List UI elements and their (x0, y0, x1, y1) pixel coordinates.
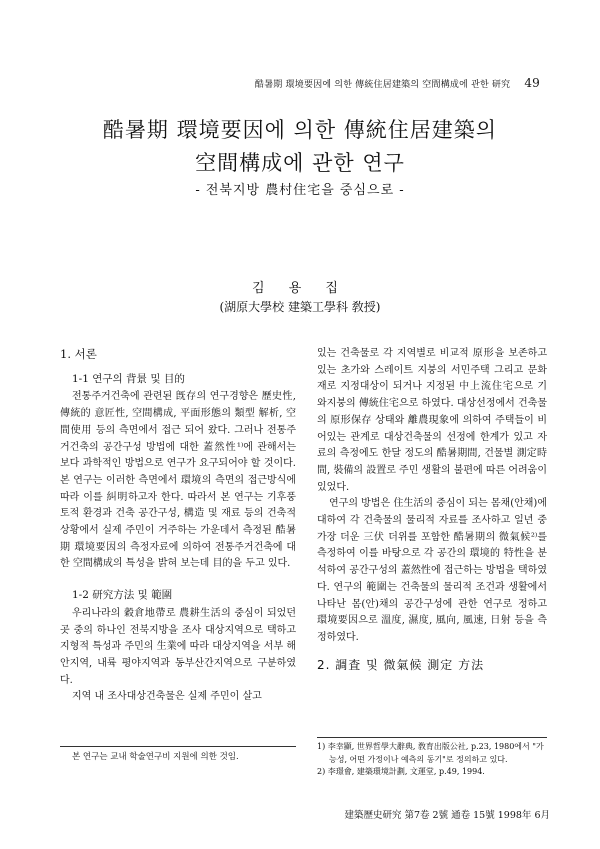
right-column (317, 346, 547, 673)
funding-note: 본 연구는 교내 학술연구비 지원에 의한 것임. (72, 752, 239, 762)
paper-title-line-2: 空間構成에 관한 연구 (195, 151, 405, 175)
footnotes (317, 741, 549, 779)
paragraph: 전통주거건축에 관련된 旣存의 연구경향은 歷史性, 傳統的 意匠性, 空間構成, 平面形態의 類型 解析, 空間使用 등의 측면에서 접근 되어 왔다. 그러나 전통주거건축의 공간구성 방법에 대한 蓋然性¹⁾에 관해서는 보다 과학적인 방법으로 연구가 요구되어야 할 것이다. 본 연구는 이러한 측면에서 環境의 측면의 접근방식에 따라 이를 糾明하고자 한다. 따라서 본 연구는 기후풍토적 환경과 건축 공간구성, 構造 및 재료 등의 건축적 상황에서 실제 주민이 거주하는 가운데서 측정된 酷暑期 環境要因의 측정자료에 의하여 전통주거건축에 대한 空間構成의 특성을 밝혀 보는데 目的을 두고 있다. (60, 391, 296, 570)
author-name: 김 용 집 (252, 281, 348, 296)
running-head-title: 酷暑期 環境要因에 의한 傳統住居建築의 空間構成에 관한 研究 (254, 80, 511, 90)
author-affiliation: (湖原大學校 建築工學科 敎授) (219, 300, 381, 314)
paragraph: 연구의 방법은 住生活의 중심이 되는 몸채(안채)에 대하여 각 건축물의 물리적 자료를 조사하고 일년 중 가장 더운 三伏 더위를 포함한 酷暑期의 微氣候²⁾를 측정하여 이를 바탕으로 각 공간의 環境的 特性을 분석하여 공간구성의 蓋然性에 접근하는 방법을 택하였다. 연구의 範圍는 건축물의 물리적 조건과 생활에서 나타난 몸(안)채의 공간구성에 관한 연구로 정하고 環境要因으로 溫度, 濕度, 風向, 風速, 日射 등을 측정하였다. (317, 498, 547, 643)
left-column (60, 346, 296, 706)
subsection-heading-method: 1-2 研究方法 및 範圍 (72, 589, 173, 602)
footnote-rule (60, 746, 296, 747)
section-heading-introduction: 1. 서론 (60, 347, 97, 361)
paper-title-line-1: 酷暑期 環境要因에 의한 傳統住居建築의 (102, 118, 498, 142)
footnote-rule (317, 737, 547, 738)
running-head (255, 76, 540, 90)
section-heading-survey-method: 2. 調査 및 微氣候 測定 方法 (317, 657, 485, 672)
journal-footer: 建築歷史研究 第7卷 2號 通卷 15號 1998年 6月 (344, 810, 550, 821)
paragraph: 지역 내 조사대상건축물은 실제 주민이 살고 (72, 691, 262, 703)
paper-subtitle: - 전북지방 農村住宅을 중심으로 - (195, 183, 405, 198)
page-number: 49 (524, 76, 540, 90)
subsection-heading-background: 1-1 연구의 背景 및 目的 (72, 372, 185, 385)
paragraph: 우리나라의 穀倉地帶로 農耕生活의 중심이 되었던 곳 중의 하나인 전북지방을 조사 대상지역으로 택하고 지형적 특성과 주민의 生業에 따라 대상지역을 서부 해안지역, 내륙 평야지역과 동부산간지역으로 구분하였다. (60, 607, 296, 686)
paragraph: 있는 건축물로 각 지역별로 비교적 原形을 보존하고 있는 초가와 스레이트 지붕의 서민주택 그리고 문화재로 지정대상이 되거나 지정된 中上流住宅으로 기와지붕의 傳統住宅으로 하였다. 대상선정에서 건축물의 原形保存 상태와 離農現象에 의하여 주택들이 비어있는 관계로 대상건축물의 선정에 한계가 있고 자료의 측정에도 한달 정도의 酷暑期間, 건물별 測定時間, 裝備의 設置로 주민 생활의 불편에 따른 어려움이 있었다. (317, 348, 547, 493)
footnote-1: 1) 李幸顯, 世界哲學大辭典, 敎育出版公社, p.23, 1980에서 "가능성, 어떤 가정이나 예측의 동기"로 정의하고 있다. (317, 742, 544, 764)
footnote-2: 2) 李璟會, 建築環境計劃, 文運堂, p.49, 1994. (317, 767, 485, 776)
